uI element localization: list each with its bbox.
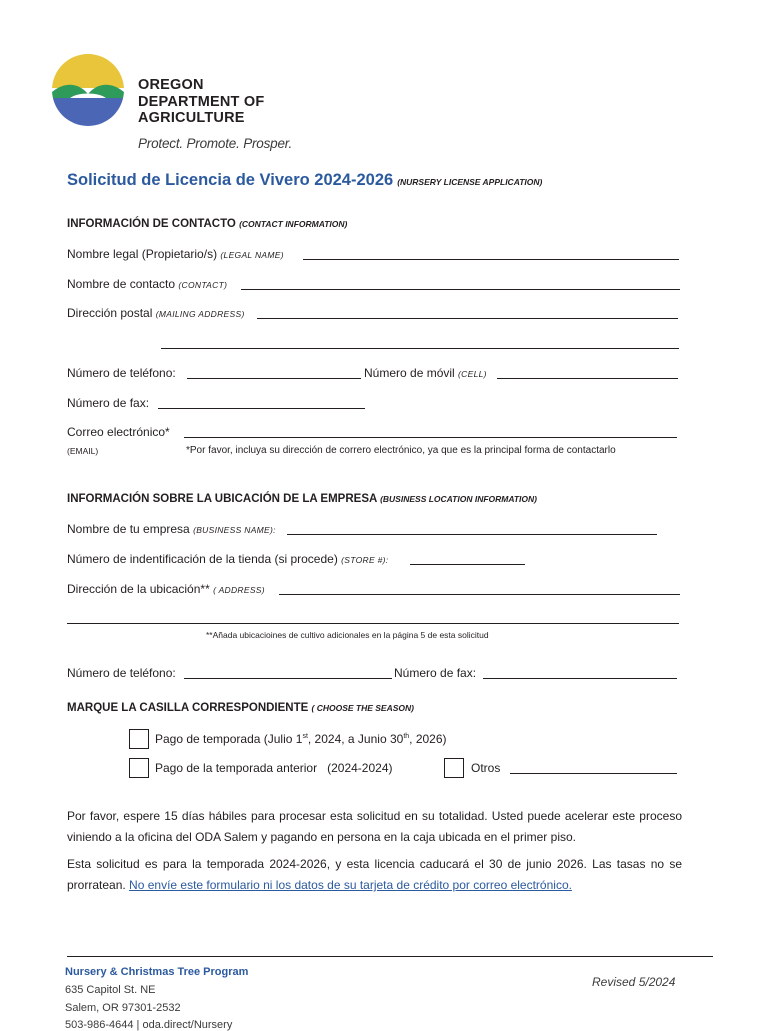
business-phone-field[interactable] bbox=[184, 678, 392, 679]
season-previous-checkbox[interactable] bbox=[129, 758, 149, 778]
org-line-1: OREGON bbox=[138, 77, 204, 93]
business-heading bbox=[67, 493, 537, 505]
cell-label bbox=[364, 366, 487, 380]
opt1-c: , 2026) bbox=[409, 732, 447, 746]
store-en: (STORE #): bbox=[341, 555, 389, 565]
mailing-field[interactable] bbox=[257, 318, 678, 319]
phone-label: Número de teléfono: bbox=[67, 366, 176, 380]
title-main: Solicitud de Licencia de Vivero 2024-2026 bbox=[67, 171, 394, 189]
email-field[interactable] bbox=[184, 437, 677, 438]
business-fax-field[interactable] bbox=[483, 678, 677, 679]
store-label bbox=[67, 552, 388, 566]
info-paragraph-2-text: Esta solicitud es para la temporada 2024-2026, y esta licencia caducará el 30 de junio 2026. Las tasas no se prorratean. bbox=[67, 857, 682, 892]
cell-text: Número de móvil bbox=[364, 366, 455, 380]
season-current-label bbox=[155, 732, 447, 746]
contact-name-field[interactable] bbox=[241, 289, 680, 290]
contact-name-label bbox=[67, 277, 227, 291]
store-text: Número de indentificación de la tienda (si procede) bbox=[67, 552, 338, 566]
legal-name-label bbox=[67, 247, 284, 261]
email-en: (EMAIL) bbox=[67, 446, 99, 456]
business-name-en: (BUSINESS NAME): bbox=[193, 525, 276, 535]
opt1-a: Pago de temporada (Julio 1 bbox=[155, 732, 303, 746]
mailing-en: (MAILING ADDRESS) bbox=[155, 309, 245, 319]
location-address-field[interactable] bbox=[279, 594, 680, 595]
contact-heading-text: INFORMACIÓN DE CONTACTO bbox=[67, 218, 236, 230]
business-name-text: Nombre de tu empresa bbox=[67, 522, 190, 536]
business-phone-label: Número de teléfono: bbox=[67, 666, 176, 680]
cell-en: (CELL) bbox=[458, 369, 487, 379]
location-address-label bbox=[67, 582, 265, 596]
season-previous-label: Pago de la temporada anterior (2024-2024) bbox=[155, 761, 393, 775]
business-name-field[interactable] bbox=[287, 534, 657, 535]
business-fax-label: Número de fax: bbox=[394, 666, 477, 680]
no-email-link[interactable]: No envíe este formulario ni los datos de su tarjeta de crédito por correo electrónico. bbox=[129, 878, 572, 892]
info-text bbox=[67, 806, 682, 902]
season-heading-text: MARQUE LA CASILLA CORRESPONDIENTE bbox=[67, 702, 309, 714]
org-line-2: DEPARTMENT OF bbox=[138, 93, 265, 110]
oda-logo-icon bbox=[50, 52, 126, 128]
footer-address-1: 635 Capitol St. NE bbox=[65, 984, 156, 996]
footer-program: Nursery & Christmas Tree Program bbox=[65, 966, 249, 978]
season-heading bbox=[67, 702, 414, 714]
fax-label: Número de fax: bbox=[67, 396, 150, 410]
footer-divider bbox=[67, 956, 713, 957]
phone-field[interactable] bbox=[187, 378, 361, 379]
location-address-field-line-2[interactable] bbox=[67, 623, 679, 624]
info-paragraph-1: Por favor, espere 15 días hábiles para procesar esta solicitud en su totalidad. Usted puede acelerar este proceso viniendo a la oficina del ODA Salem y pagando en persona en la caja ubicada en el primer piso. bbox=[67, 809, 682, 844]
season-other-field[interactable] bbox=[510, 773, 677, 774]
address-note: **Añada ubicacioines de cultivo adicionales en la página 5 de esta solicitud bbox=[206, 630, 489, 640]
revised-date: Revised 5/2024 bbox=[592, 975, 676, 989]
business-heading-text: INFORMACIÓN SOBRE LA UBICACIÓN DE LA EMPRESA bbox=[67, 493, 377, 505]
mailing-text: Dirección postal bbox=[67, 306, 153, 320]
footer-address-3: 503-986-4644 | oda.direct/Nursery bbox=[65, 1019, 233, 1031]
info-paragraph-2 bbox=[67, 854, 682, 896]
legal-name-field[interactable] bbox=[303, 259, 679, 260]
season-heading-sub: ( CHOOSE THE SEASON) bbox=[311, 703, 414, 713]
season-other-label: Otros bbox=[471, 761, 501, 775]
contact-heading-sub: (CONTACT INFORMATION) bbox=[239, 219, 348, 229]
org-name bbox=[138, 77, 264, 127]
legal-name-text: Nombre legal (Propietario/s) bbox=[67, 247, 218, 261]
mailing-field-line-2[interactable] bbox=[161, 348, 679, 349]
season-other-checkbox[interactable] bbox=[444, 758, 464, 778]
contact-name-text: Nombre de contacto bbox=[67, 277, 176, 291]
contact-name-en: (CONTACT) bbox=[178, 280, 228, 290]
title-sub: (NURSERY LICENSE APPLICATION) bbox=[397, 177, 543, 187]
opt1-sup2: th bbox=[403, 733, 410, 740]
email-note: *Por favor, incluya su dirección de correro electrónico, ya que es la principal forma de contactarlo bbox=[186, 445, 616, 456]
location-address-text: Dirección de la ubicación** bbox=[67, 582, 210, 596]
footer-address-2: Salem, OR 97301-2532 bbox=[65, 1002, 181, 1014]
season-current-checkbox[interactable] bbox=[129, 729, 149, 749]
business-heading-sub: (BUSINESS LOCATION INFORMATION) bbox=[380, 494, 538, 504]
opt1-b: , 2024, a Junio 30 bbox=[307, 732, 404, 746]
fax-field[interactable] bbox=[158, 408, 365, 409]
legal-name-en: (LEGAL NAME) bbox=[220, 250, 284, 260]
org-line-3: AGRICULTURE bbox=[138, 110, 245, 126]
tagline: Protect. Promote. Prosper. bbox=[138, 136, 293, 151]
email-label: Correo electrónico* bbox=[67, 425, 170, 439]
cell-field[interactable] bbox=[497, 378, 678, 379]
mailing-label bbox=[67, 306, 245, 320]
opt1-sup1: st bbox=[302, 733, 308, 740]
page-title bbox=[67, 171, 542, 190]
contact-heading bbox=[67, 218, 347, 230]
location-address-en: ( ADDRESS) bbox=[213, 585, 265, 595]
business-name-label bbox=[67, 522, 276, 536]
store-field[interactable] bbox=[410, 564, 525, 565]
